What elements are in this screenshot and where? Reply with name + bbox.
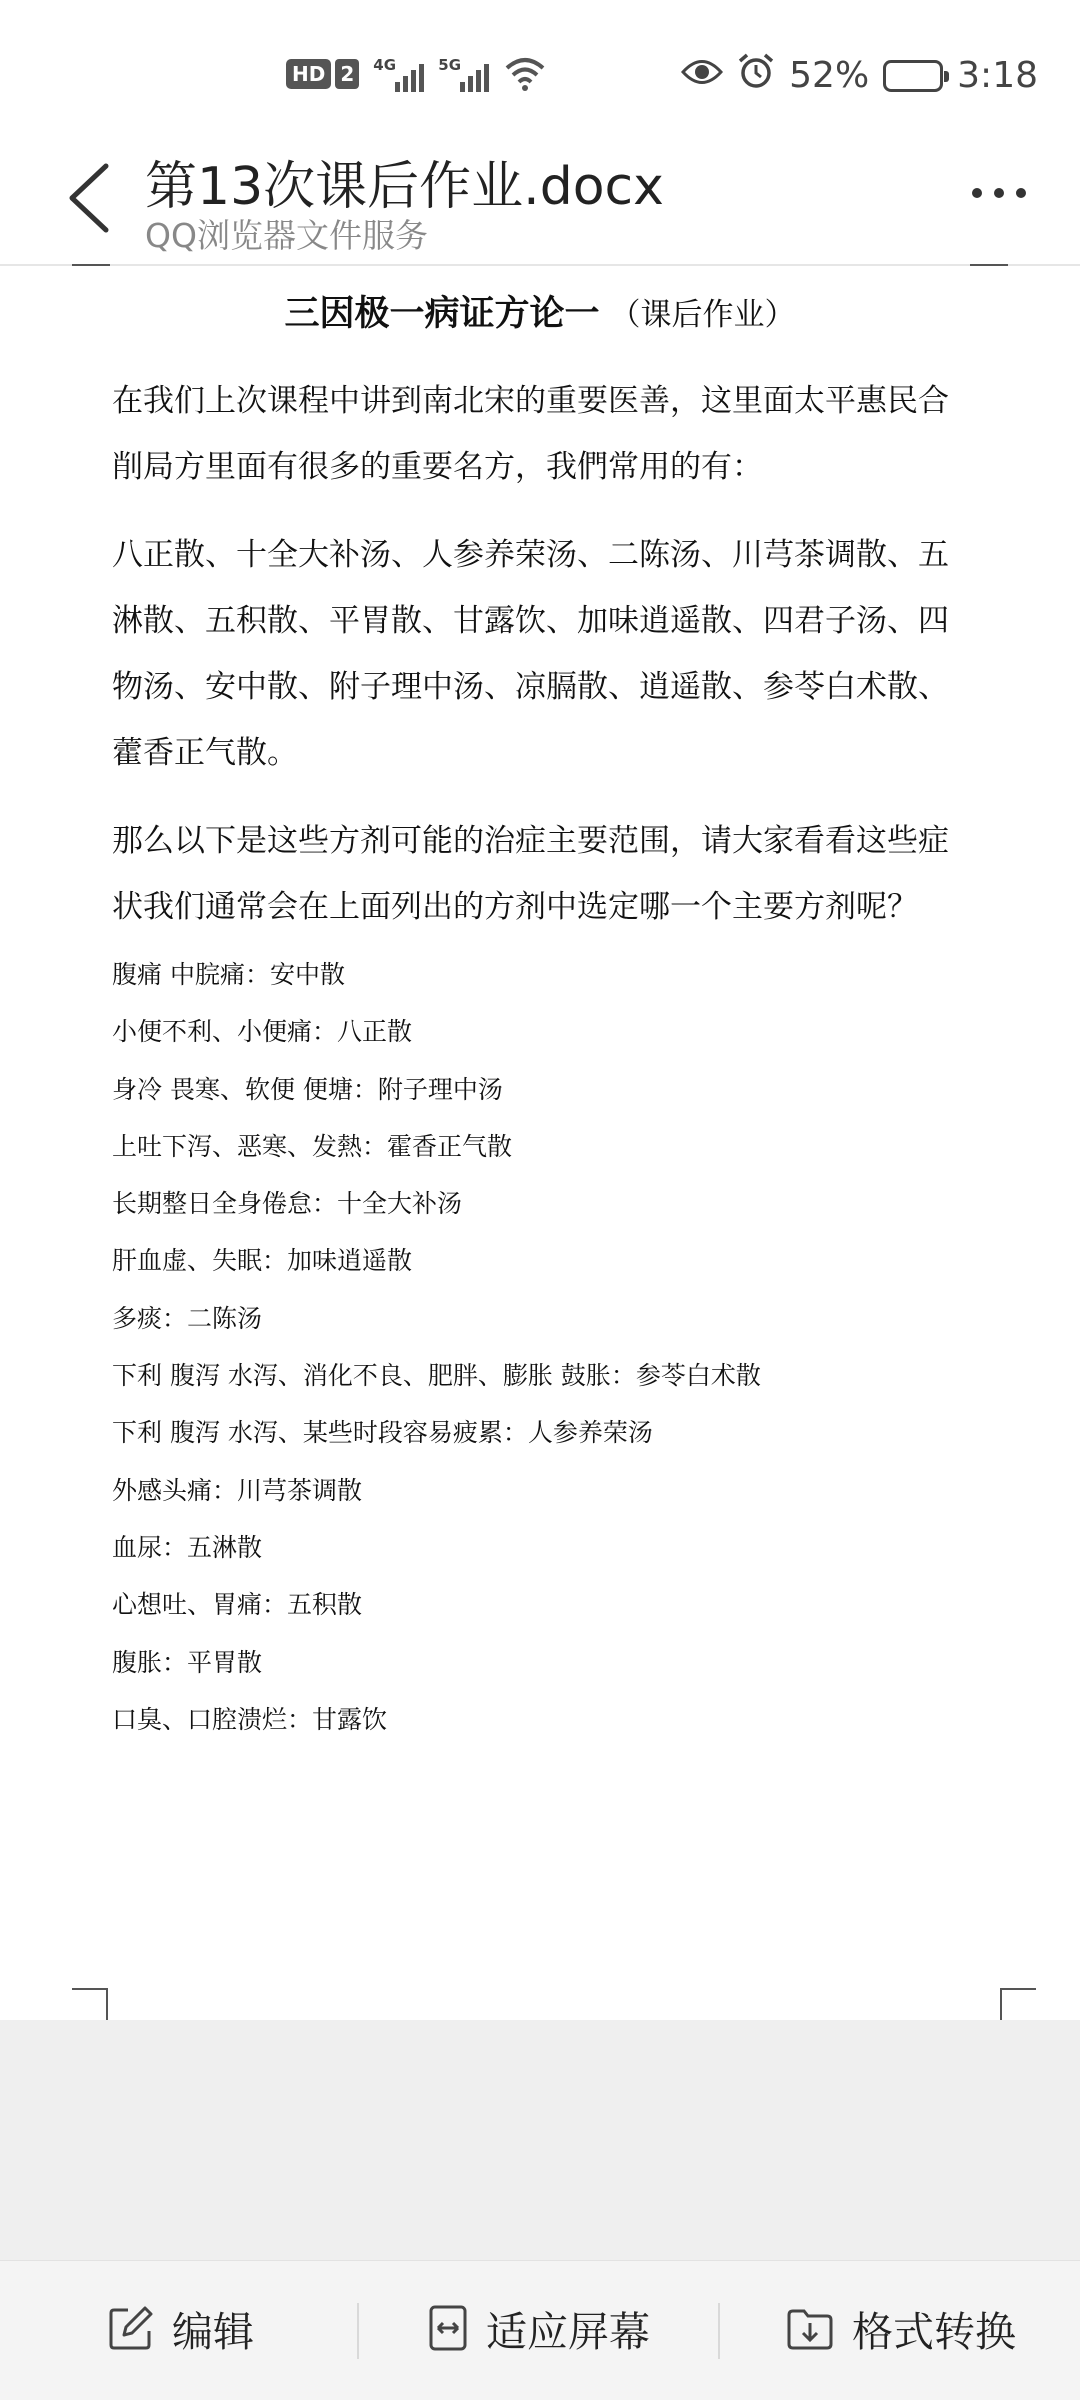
answer-item: 下利 腹泻 水泻、某些时段容易疲累：人参养荣汤 bbox=[112, 1418, 653, 1448]
answer-list bbox=[112, 946, 972, 1748]
signal-4g-icon bbox=[373, 56, 424, 92]
format-convert-icon bbox=[786, 2305, 834, 2351]
more-options-button[interactable] bbox=[972, 188, 1026, 198]
toolbar-divider bbox=[357, 2303, 359, 2359]
crop-mark-top-right bbox=[970, 264, 1008, 266]
clock: 3:18 bbox=[957, 55, 1038, 96]
bottom-toolbar bbox=[0, 2260, 1080, 2400]
answer-item: 外感头痛：川芎茶调散 bbox=[112, 1475, 363, 1505]
wifi-icon bbox=[503, 56, 547, 92]
crop-mark-top-left bbox=[72, 264, 110, 266]
signal-4g-label: 4G bbox=[373, 56, 397, 74]
sim-number: 2 bbox=[335, 59, 359, 89]
answer-item: 长期整日全身倦怠：十全大补汤 bbox=[112, 1189, 463, 1219]
alarm-icon bbox=[737, 52, 775, 99]
battery-percent: 52% bbox=[789, 55, 870, 96]
document-page[interactable] bbox=[0, 268, 1080, 2020]
more-dot-icon bbox=[1016, 188, 1026, 198]
status-bar bbox=[0, 0, 1080, 130]
answer-item: 肝血虚、失眠：加味逍遥散 bbox=[112, 1246, 413, 1276]
toolbar-divider bbox=[718, 2303, 720, 2359]
fit-screen-button[interactable] bbox=[428, 2293, 650, 2363]
document-title: 第13次课后作业.docx bbox=[145, 157, 664, 217]
answer-item: 口臭、口腔溃烂：甘露饮 bbox=[112, 1704, 388, 1734]
answer-item: 身冷 畏寒、软便 便塘：附子理中汤 bbox=[112, 1074, 503, 1104]
signal-5g-icon bbox=[438, 56, 489, 92]
answer-item: 多痰：二陈汤 bbox=[112, 1303, 263, 1333]
fit-screen-icon bbox=[428, 2304, 468, 2352]
answer-item: 小便不利、小便痛：八正散 bbox=[112, 1017, 413, 1047]
crop-mark-bottom-left bbox=[72, 1988, 108, 2020]
signal-5g-label: 5G bbox=[438, 56, 462, 74]
answer-item: 腹痛 中脘痛：安中散 bbox=[112, 960, 345, 989]
edit-button[interactable] bbox=[108, 2293, 254, 2363]
paragraph-formula-list: 八正散、十全大补汤、人参养荣汤、二陈汤、川芎茶调散、五淋散、五积散、平胃散、甘露饮、加味逍遥散、四君子汤、四物汤、安中散、附子理中汤、凉膈散、逍遥散、参苓白术散、藿香正气散。 bbox=[112, 537, 949, 771]
fit-screen-label: 适应屏幕 bbox=[486, 2307, 650, 2356]
answer-item: 下利 腹泻 水泻、消化不良、肥胖、膨胀 鼓胀：参苓白术散 bbox=[112, 1361, 761, 1391]
eye-icon bbox=[681, 55, 723, 96]
heading-aside: （课后作业） bbox=[609, 297, 796, 333]
battery-icon bbox=[883, 60, 943, 92]
format-convert-button[interactable] bbox=[786, 2293, 1016, 2363]
hd-voice-icon bbox=[286, 59, 359, 89]
status-left-icons bbox=[286, 56, 547, 92]
heading-main: 三因极一病证方论一 bbox=[284, 294, 600, 334]
paragraph-question: 那么以下是这些方剂可能的治症主要范围，请大家看看这些症状我们通常会在上面列出的方剂中选定哪一个主要方剂呢？ bbox=[112, 823, 949, 925]
format-convert-label: 格式转换 bbox=[852, 2307, 1016, 2356]
crop-mark-bottom-right bbox=[1000, 1988, 1036, 2020]
paragraph-intro: 在我们上次课程中讲到南北宋的重要医善，这里面太平惠民合削局方里面有很多的重要名方，我們常用的有： bbox=[112, 383, 949, 485]
chevron-left-icon bbox=[62, 160, 118, 236]
more-dot-icon bbox=[972, 188, 982, 198]
edit-label: 编辑 bbox=[172, 2307, 254, 2356]
answer-item: 上吐下泻、恶寒、发熱：霍香正气散 bbox=[112, 1131, 513, 1161]
title-bar bbox=[0, 130, 1080, 266]
answer-item: 心想吐、胃痛：五积散 bbox=[112, 1590, 363, 1620]
answer-item: 血尿：五淋散 bbox=[112, 1532, 263, 1562]
back-button[interactable] bbox=[62, 160, 118, 236]
status-right-icons bbox=[681, 52, 1038, 99]
hd-label: HD bbox=[286, 59, 331, 89]
document-heading bbox=[0, 286, 1080, 336]
answer-item: 腹胀：平胃散 bbox=[112, 1647, 263, 1677]
more-dot-icon bbox=[994, 188, 1004, 198]
page-background bbox=[0, 2020, 1080, 2260]
edit-icon bbox=[108, 2305, 154, 2351]
document-source: QQ浏览器文件服务 bbox=[145, 216, 428, 255]
